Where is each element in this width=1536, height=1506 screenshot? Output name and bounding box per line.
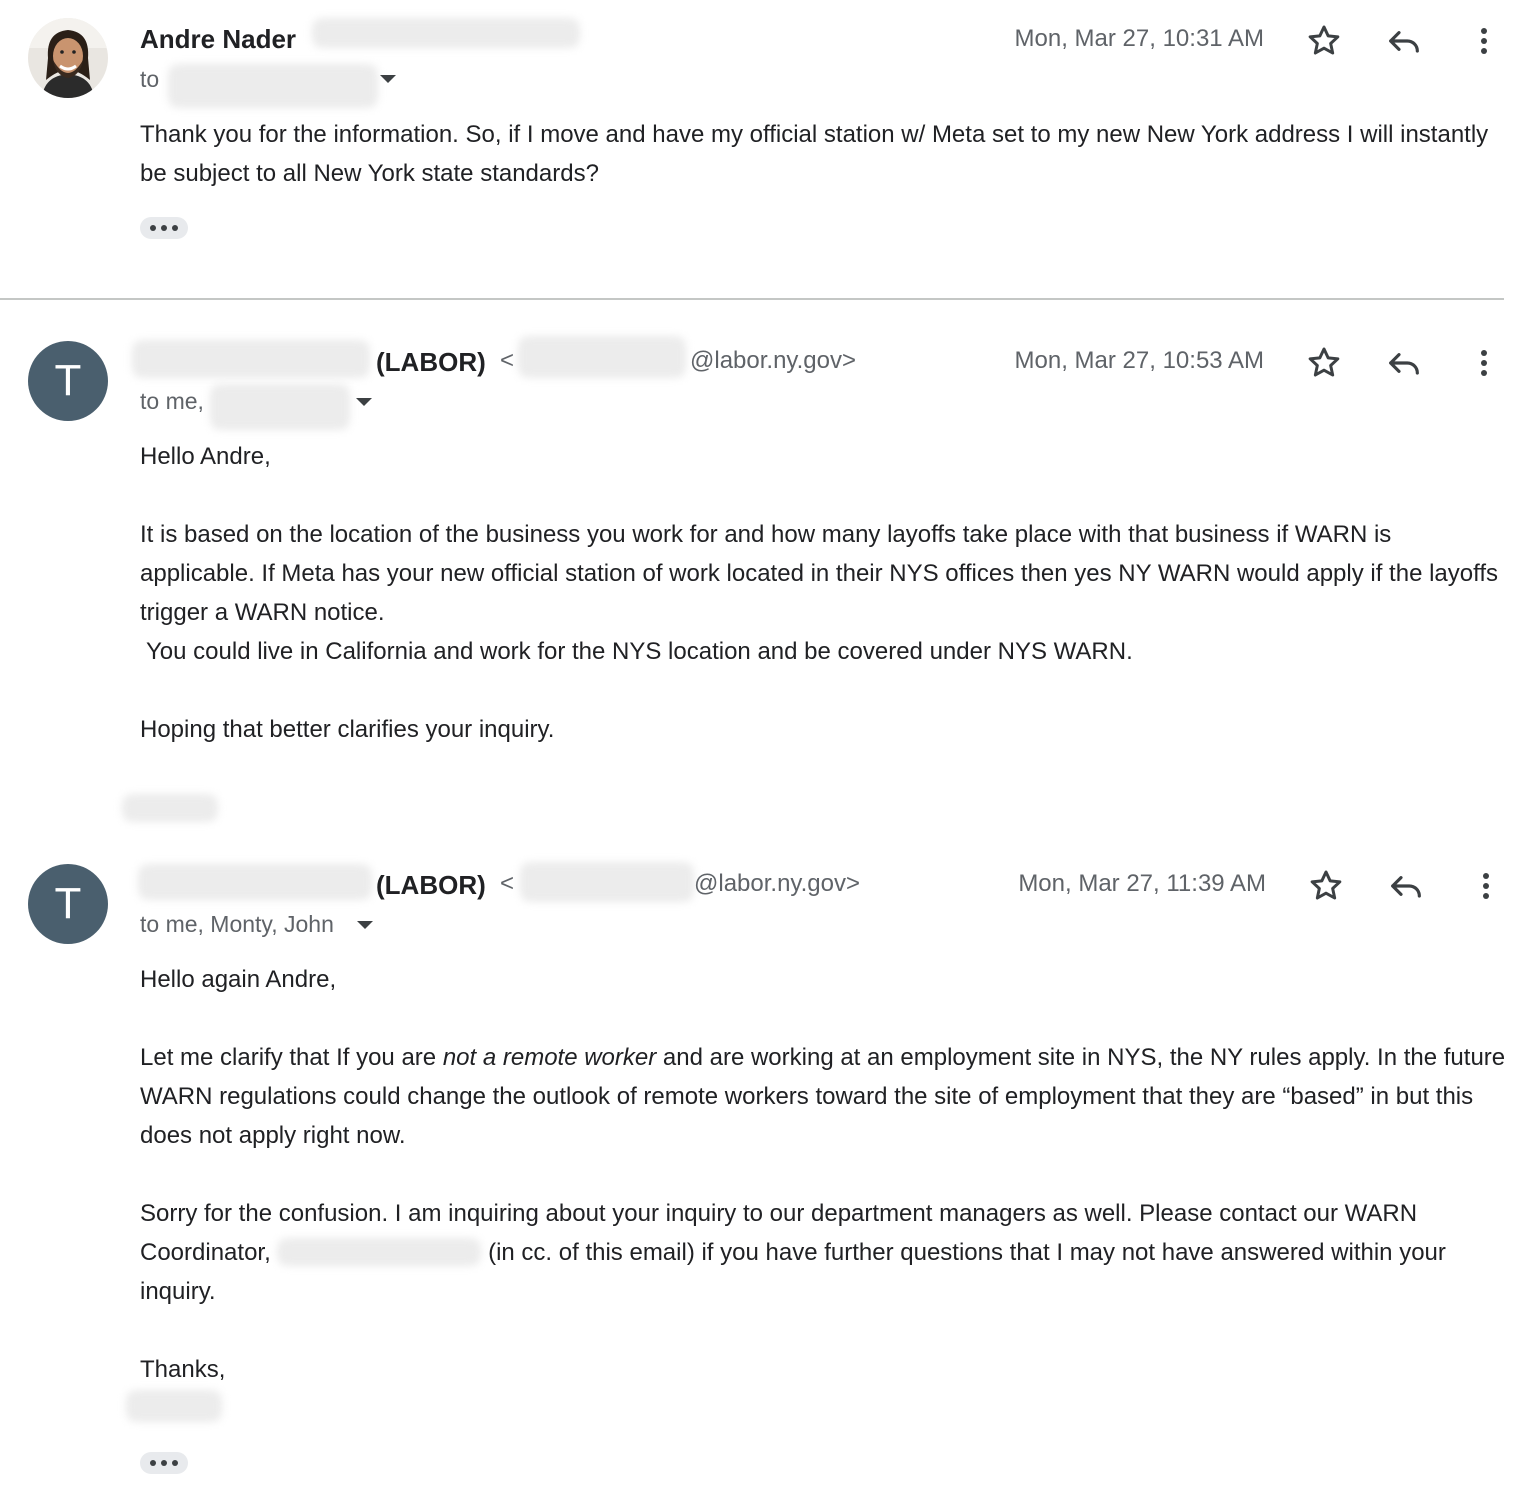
sender-org[interactable]: (LABOR) <box>376 870 486 900</box>
sender-avatar[interactable]: T <box>28 864 108 944</box>
message-divider <box>0 298 1504 300</box>
email-date[interactable]: Mon, Mar 27, 11:39 AM <box>1018 870 1266 897</box>
sender-avatar-photo[interactable] <box>28 18 108 98</box>
email-body <box>140 437 1510 749</box>
redacted-sender-name <box>138 864 372 900</box>
recipients-label: to <box>140 66 160 92</box>
email-body <box>140 115 1510 193</box>
sender-address-open: < <box>500 347 515 374</box>
more-vert-icon[interactable] <box>1464 343 1504 383</box>
sender-address-domain: @labor.ny.gov> <box>690 347 857 374</box>
more-vert-icon[interactable] <box>1464 21 1504 61</box>
emphasis-text: not a remote worker <box>442 1044 657 1071</box>
body-paragraph: Thanks, <box>140 1356 226 1383</box>
redacted-sender-name <box>132 340 370 378</box>
body-paragraph: It is based on the location of the business you work for and how many layoffs take place with that business if WARN is applicable. If Meta has your new official station of work located in their NYS offices then yes NY WARN would apply if the layoffs trigger a WARN notice. <box>140 521 1499 626</box>
redacted-recipient <box>168 64 378 108</box>
more-vert-icon[interactable] <box>1466 866 1506 906</box>
caret-down-icon[interactable] <box>380 75 396 83</box>
reply-icon[interactable] <box>1386 866 1426 906</box>
ellipsis-icon[interactable] <box>140 1452 188 1474</box>
body-paragraph: You could live in California and work for the NYS location and be covered under NYS WARN. <box>146 638 1133 665</box>
redacted-sender-email <box>518 336 686 378</box>
redacted-coordinator-name <box>277 1238 481 1266</box>
star-icon[interactable] <box>1304 21 1344 61</box>
redacted-sender-email <box>520 862 694 902</box>
ellipsis-icon[interactable] <box>140 217 188 239</box>
caret-down-icon[interactable] <box>357 921 373 929</box>
redacted-signature <box>126 1390 222 1422</box>
body-paragraph: Let me clarify that If you are not a remote worker and are working at an employment site in NYS, the NY rules apply. In the future WARN regulations could change the outlook of remote workers toward the site of employment that they are “based” in but this does not apply right now. <box>140 1044 1506 1149</box>
sender-org[interactable]: (LABOR) <box>376 347 486 377</box>
body-paragraph: Thank you for the information. So, if I move and have my official station w/ Meta set to my new New York address I will instantly be subject to all New York state standards? <box>140 121 1489 187</box>
body-paragraph: Hello again Andre, <box>140 966 337 993</box>
sender-avatar[interactable]: T <box>28 341 108 421</box>
email-date[interactable]: Mon, Mar 27, 10:31 AM <box>1014 25 1264 52</box>
recipients-label: to me, Monty, John <box>140 911 334 937</box>
redacted-sender-email <box>312 18 580 48</box>
caret-down-icon[interactable] <box>356 398 372 406</box>
star-icon[interactable] <box>1304 343 1344 383</box>
reply-icon[interactable] <box>1384 21 1424 61</box>
body-paragraph: Hello Andre, <box>140 443 271 470</box>
recipients-label: to me, <box>140 388 204 414</box>
email-body <box>140 960 1512 1389</box>
redacted-recipient <box>210 384 350 430</box>
body-paragraph: Sorry for the confusion. I am inquiring about your inquiry to our department managers as well. Please contact our WARN Coordinator, (in cc. of this email) if you have further questions that I may not have answered within your inquiry. <box>140 1200 1446 1305</box>
star-icon[interactable] <box>1306 866 1346 906</box>
redacted-signature <box>122 794 218 822</box>
sender-address-open: < <box>500 870 515 897</box>
sender-name[interactable]: Andre Nader <box>140 24 297 54</box>
sender-address-domain: @labor.ny.gov> <box>694 870 861 897</box>
reply-icon[interactable] <box>1384 343 1424 383</box>
body-paragraph: Hoping that better clarifies your inquiry. <box>140 716 555 743</box>
email-date[interactable]: Mon, Mar 27, 10:53 AM <box>1014 347 1264 374</box>
